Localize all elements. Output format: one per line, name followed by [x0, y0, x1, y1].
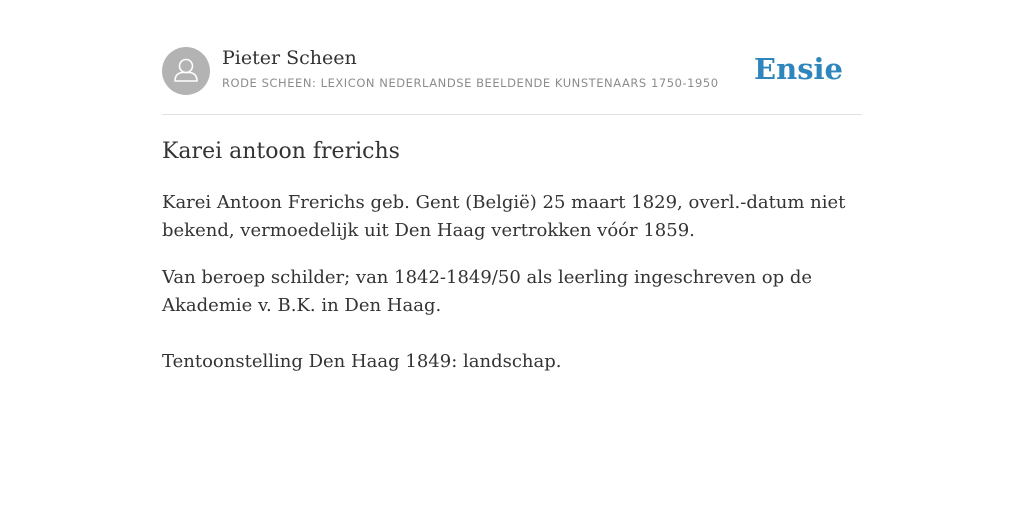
author-name[interactable]: Pieter Scheen [222, 47, 357, 69]
article-paragraph: Karei Antoon Frerichs geb. Gent (België) 25 maart 1829, overl.-datum niet bekend, vermoedelijk uit Den Haag vertrokken vóór 1859. [162, 192, 846, 241]
article-body [162, 137, 862, 376]
article-title: Karei antoon frerichs [162, 139, 400, 164]
article-paragraph: Van beroep schilder; van 1842-1849/50 als leerling ingeschreven op de Akademie v. B.K. in Den Haag. [162, 267, 813, 316]
article-header [162, 46, 862, 115]
article-paragraph: Tentoonstelling Den Haag 1849: landschap. [162, 351, 562, 372]
user-avatar-icon [162, 47, 210, 95]
ensie-logo[interactable]: Ensie [754, 52, 843, 86]
source-title[interactable]: RODE SCHEEN: LEXICON NEDERLANDSE BEELDENDE KUNSTENAARS 1750-1950 [222, 76, 719, 90]
